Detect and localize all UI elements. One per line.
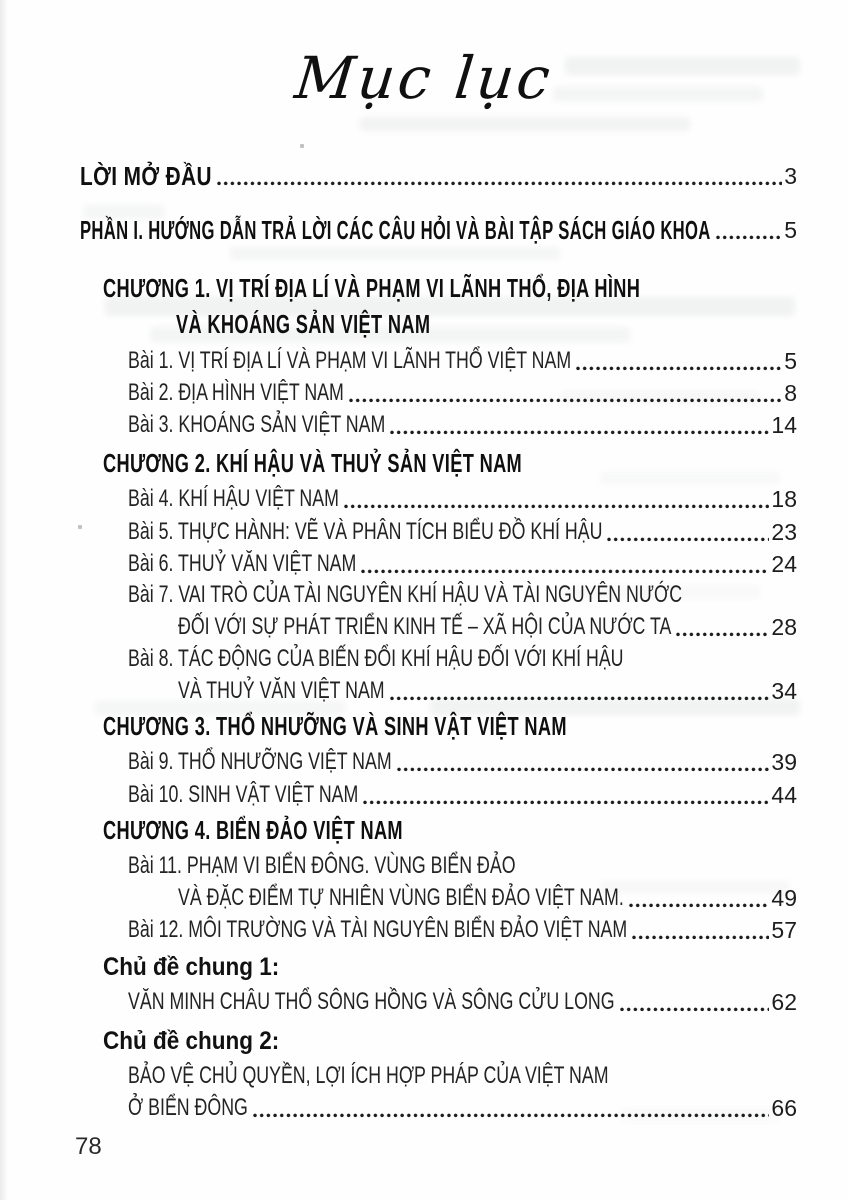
toc-row-entry xyxy=(128,779,797,810)
dot-leader xyxy=(629,903,770,908)
toc-row-entry xyxy=(128,579,797,610)
toc-row-label: Chủ đề chung 1: xyxy=(103,953,280,981)
toc-row-chapter xyxy=(103,447,797,478)
toc-page-number: 3 xyxy=(784,163,797,189)
toc-row-topic xyxy=(103,1025,797,1056)
toc-row-entry xyxy=(128,377,797,408)
dot-leader xyxy=(349,398,782,403)
toc-page-number: 34 xyxy=(771,678,797,704)
toc-row-label: CHƯƠNG 4. BIỂN ĐẢO VIỆT NAM xyxy=(103,815,403,845)
toc-row-label: LỜI MỞ ĐẦU xyxy=(80,161,212,191)
dot-leader xyxy=(620,1007,770,1012)
toc-row-entry xyxy=(128,746,797,777)
toc-row-chapter-cont xyxy=(176,308,797,339)
toc-row-entry xyxy=(128,483,797,514)
dot-leader xyxy=(390,430,769,435)
toc-page-number: 39 xyxy=(771,749,797,775)
toc-row-label: VĂN MINH CHÂU THỔ SÔNG HỒNG VÀ SÔNG CỬU LONG xyxy=(128,988,615,1015)
dot-leader xyxy=(253,1113,770,1118)
toc-row-intro xyxy=(80,160,797,191)
toc-page-number: 49 xyxy=(771,885,797,911)
toc-row-entry xyxy=(128,548,797,579)
dot-leader xyxy=(363,800,769,805)
toc-row-label: Bài 7. VAI TRÒ CỦA TÀI NGUYÊN KHÍ HẬU VÀ TÀI NGUYÊN NƯỚC xyxy=(128,581,683,608)
scan-edge-shade xyxy=(0,0,8,1200)
toc-row-label: Bài 6. THUỶ VĂN VIỆT NAM xyxy=(128,550,357,577)
toc-row-label: VÀ KHOÁNG SẢN VIỆT NAM xyxy=(176,309,431,339)
dot-leader xyxy=(217,181,782,186)
dot-leader xyxy=(576,366,782,371)
toc-row-topic xyxy=(103,951,797,982)
toc-page-number: 57 xyxy=(771,917,797,943)
toc-row-label: CHƯƠNG 1. VỊ TRÍ ĐỊA LÍ VÀ PHẠM VI LÃNH THỔ, ĐỊA HÌNH xyxy=(103,273,641,303)
toc-row-entry-cont xyxy=(178,611,797,642)
bleed-through-artifact xyxy=(360,117,690,131)
dot-leader xyxy=(397,767,770,772)
toc-row-label: Bài 9. THỔ NHƯỠNG VIỆT NAM xyxy=(128,748,392,775)
dot-leader xyxy=(607,537,769,542)
toc-row-label: ĐỐI VỚI SỰ PHÁT TRIỂN KINH TẾ – XÃ HỘI CỦA NƯỚC TA xyxy=(178,613,672,640)
toc-row-chapter xyxy=(103,814,797,845)
toc-row-label: Bài 11. PHẠM VI BIỂN ĐÔNG. VÙNG BIỂN ĐẢO xyxy=(128,852,516,879)
toc-row-entry-cont xyxy=(178,675,797,706)
toc-row-label: Ở BIỂN ĐÔNG xyxy=(128,1094,248,1121)
scan-speck xyxy=(78,525,82,529)
toc-row-topic-body-cont xyxy=(128,1092,797,1123)
toc-row-entry xyxy=(128,643,797,674)
toc-row-part xyxy=(80,214,797,245)
toc-page-number: 23 xyxy=(771,519,797,545)
toc-row-entry-cont xyxy=(178,882,797,913)
toc-row-label: PHẦN I. HƯỚNG DẪN TRẢ LỜI CÁC CÂU HỎI VÀ BÀI TẬP SÁCH GIÁO KHOA xyxy=(80,215,711,245)
toc-page-number: 8 xyxy=(784,380,797,406)
toc-row-label: CHƯƠNG 2. KHÍ HẬU VÀ THUỶ SẢN VIỆT NAM xyxy=(103,448,523,478)
dot-leader xyxy=(361,569,769,574)
toc-row-label: Bài 2. ĐỊA HÌNH VIỆT NAM xyxy=(128,379,344,406)
toc-row-chapter xyxy=(103,272,797,303)
toc-row-label: Bài 8. TÁC ĐỘNG CỦA BIẾN ĐỔI KHÍ HẬU ĐỐI VỚI KHÍ HẬU xyxy=(128,645,624,672)
toc-row-label: Bài 12. MÔI TRƯỜNG VÀ TÀI NGUYÊN BIỂN ĐẢO VIỆT NAM xyxy=(128,916,628,943)
toc-row-label: VÀ THUỶ VĂN VIỆT NAM xyxy=(178,677,385,704)
toc-row-label: Bài 10. SINH VẬT VIỆT NAM xyxy=(128,781,359,808)
toc-row-entry xyxy=(128,516,797,547)
toc-row-label: Bài 1. VỊ TRÍ ĐỊA LÍ VÀ PHẠM VI LÃNH THỔ VIỆT NAM xyxy=(128,347,572,374)
toc-page-number: 24 xyxy=(771,551,797,577)
toc-row-label: Bài 4. KHÍ HẬU VIỆT NAM xyxy=(128,485,339,512)
folio-page-number: 78 xyxy=(75,1133,102,1160)
toc-row-entry xyxy=(128,409,797,440)
toc-row-entry xyxy=(128,850,797,881)
scan-speck xyxy=(300,144,304,148)
toc-page-number: 62 xyxy=(771,989,797,1015)
toc-page-number: 14 xyxy=(771,412,797,438)
toc-row-topic-body xyxy=(128,986,797,1017)
toc-row-label: Chủ đề chung 2: xyxy=(103,1027,280,1055)
toc-row-entry xyxy=(128,914,797,945)
toc-row-label: Bài 5. THỰC HÀNH: VẼ VÀ PHÂN TÍCH BIỂU ĐỒ KHÍ HẬU xyxy=(128,518,603,545)
dot-leader xyxy=(390,696,770,701)
dot-leader xyxy=(716,235,782,240)
toc-row-chapter xyxy=(103,710,797,741)
toc-row-topic-body xyxy=(128,1060,797,1091)
toc-row-label: VÀ ĐẶC ĐIỂM TỰ NHIÊN VÙNG BIỂN ĐẢO VIỆT NAM. xyxy=(178,884,624,911)
dot-leader xyxy=(344,504,770,509)
toc-page-number: 66 xyxy=(771,1095,797,1121)
page-title: Mục lục xyxy=(291,44,557,112)
toc-page-number: 5 xyxy=(784,348,797,374)
dot-leader xyxy=(676,632,769,637)
toc-row-entry xyxy=(128,345,797,376)
toc-row-label: CHƯƠNG 3. THỔ NHƯỠNG VÀ SINH VẬT VIỆT NAM xyxy=(103,711,567,741)
toc-row-label: BẢO VỆ CHỦ QUYỀN, LỢI ÍCH HỢP PHÁP CỦA VIỆT NAM xyxy=(128,1062,609,1089)
toc-page-number: 5 xyxy=(784,217,797,243)
bleed-through-artifact xyxy=(230,247,560,260)
toc-page-number: 18 xyxy=(771,486,797,512)
toc-page-number: 44 xyxy=(771,782,797,808)
toc-row-label: Bài 3. KHOÁNG SẢN VIỆT NAM xyxy=(128,411,386,438)
toc-page-number: 28 xyxy=(771,614,797,640)
dot-leader xyxy=(632,935,769,940)
